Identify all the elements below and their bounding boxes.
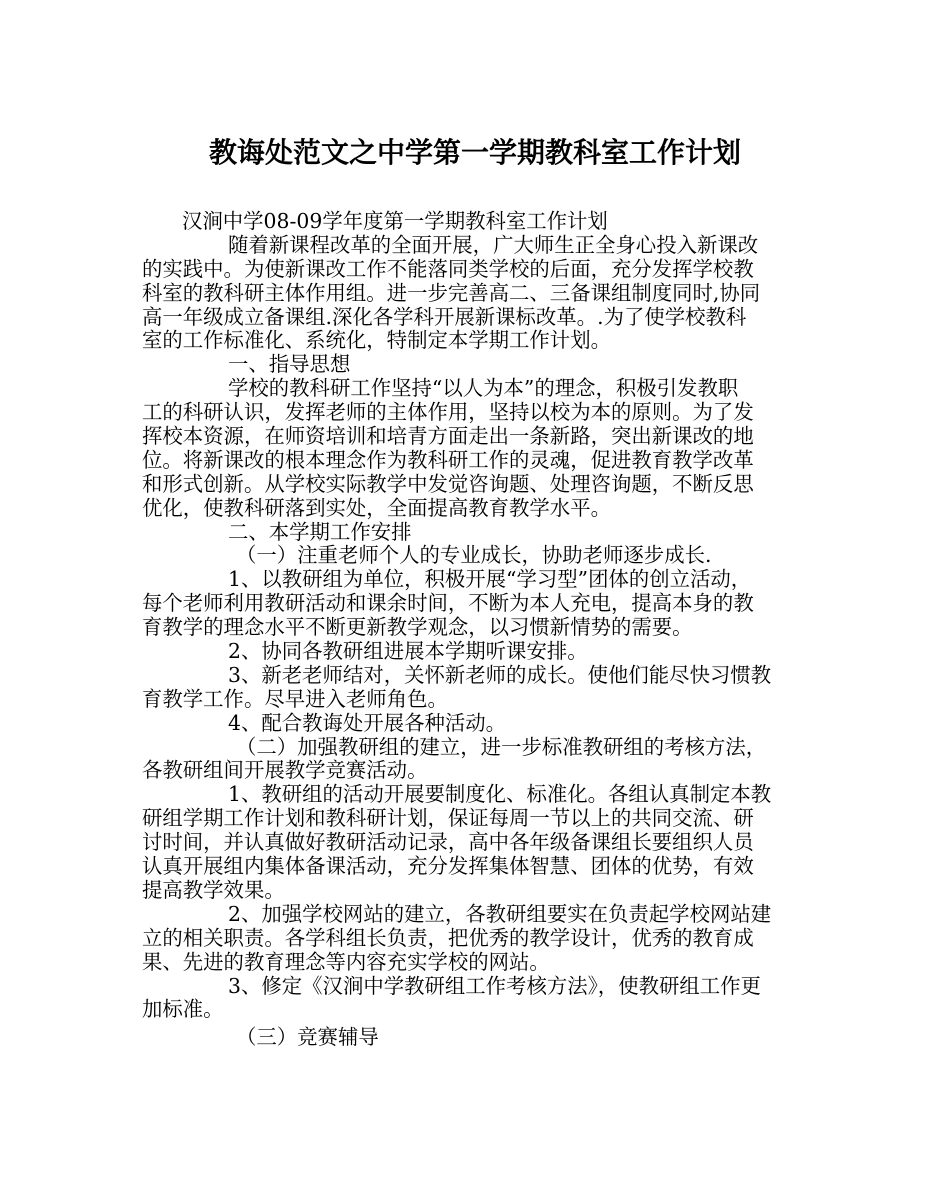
text-line: 室的工作标准化、系统化，特制定本学期工作计划。 [142, 328, 611, 353]
subsection-heading: （二）加强教研组的建立，进一步标准教研组的考核方法， [236, 734, 767, 759]
document-title: 教诲处范文之中学第一学期教科室工作计划 [208, 136, 741, 169]
document-body [142, 210, 810, 1050]
text-line: 2、加强学校网站的建立，各教研组要实在负责起学校网站建 [228, 901, 772, 926]
text-line: 3、修定《汉涧中学教研组工作考核方法》，使教研组工作更 [228, 973, 761, 998]
subsection-heading: （三）竞赛辅导 [236, 1025, 379, 1050]
section-heading: 二、本学期工作安排 [228, 519, 412, 544]
text-line: 工的科研认识，发挥老师的主体作用，坚持以校为本的原则。为了发 [142, 400, 754, 425]
text-line: 每个老师利用教研活动和课余时间，不断为本人充电，提高本身的教 [142, 591, 754, 616]
text-line: 挥校本资源，在师资培训和培青方面走出一条新路，突出新课改的地 [142, 424, 754, 449]
text-line: 随着新课程改革的全面开展，广大师生正全身心投入新课改 [228, 232, 759, 257]
text-line: 1、教研组的活动开展要制度化、标准化。各组认真制定本教 [228, 782, 772, 807]
text-line: 优化，使教科研落到实处，全面提高教育教学水平。 [142, 495, 611, 520]
text-line: 研组学期工作计划和教科研计划，保证每周一节以上的共同交流、研 [142, 806, 754, 831]
text-line: 果、先进的教育理念等内容充实学校的网站。 [142, 949, 550, 974]
subsection-heading: （一）注重老师个人的专业成长，协助老师逐步成长. [236, 543, 712, 568]
text-line: 4、配合教诲处开展各种活动。 [228, 710, 507, 735]
text-line: 科室的教科研主体作用组。进一步完善高二、三备课组制度同时,协同 [142, 280, 761, 305]
text-line: 学校的教科研工作坚持“以人为本”的理念，积极引发教职 [228, 376, 739, 401]
text-line: 1、以教研组为单位，积极开展“学习型”团体的创立活动， [228, 567, 752, 592]
text-line: 育教学工作。尽早进入老师角色。 [142, 686, 448, 711]
text-line: 加标准。 [142, 997, 224, 1022]
text-line: 提高教学效果。 [142, 877, 285, 902]
text-line: 汉涧中学08-09学年度第一学期教科室工作计划 [182, 209, 608, 233]
text-line: 的实践中。为使新课改工作不能落同类学校的后面，充分发挥学校教 [142, 256, 754, 281]
text-line: 立的相关职责。各学科组长负责，把优秀的教学设计，优秀的教育成 [142, 925, 754, 950]
text-line: 育教学的理念水平不断更新教学观念，以习惯新情势的需要。 [142, 615, 693, 640]
text-line: 3、新老老师结对，关怀新老师的成长。使他们能尽快习惯教 [228, 662, 772, 687]
text-line: 认真开展组内集体备课活动，充分发挥集体智慧、团体的优势，有效 [142, 854, 754, 879]
text-line: 和形式创新。从学校实际教学中发觉咨询题、处理咨询题，不断反思 [142, 471, 754, 496]
text-line: 2、协同各教研组进展本学期听课安排。 [228, 639, 588, 664]
section-heading: 一、指导思想 [228, 352, 351, 377]
text-line: 高一年级成立备课组.深化各学科开展新课标改革。.为了使学校教科 [142, 304, 747, 329]
text-line: 各教研组间开展教学竞赛活动。 [142, 758, 428, 783]
text-line: 讨时间，并认真做好教研活动记录，高中各年级备课组长要组织人员 [142, 830, 754, 855]
text-line: 位。将新课改的根本理念作为教科研工作的灵魂，促进教育教学改革 [142, 447, 754, 472]
